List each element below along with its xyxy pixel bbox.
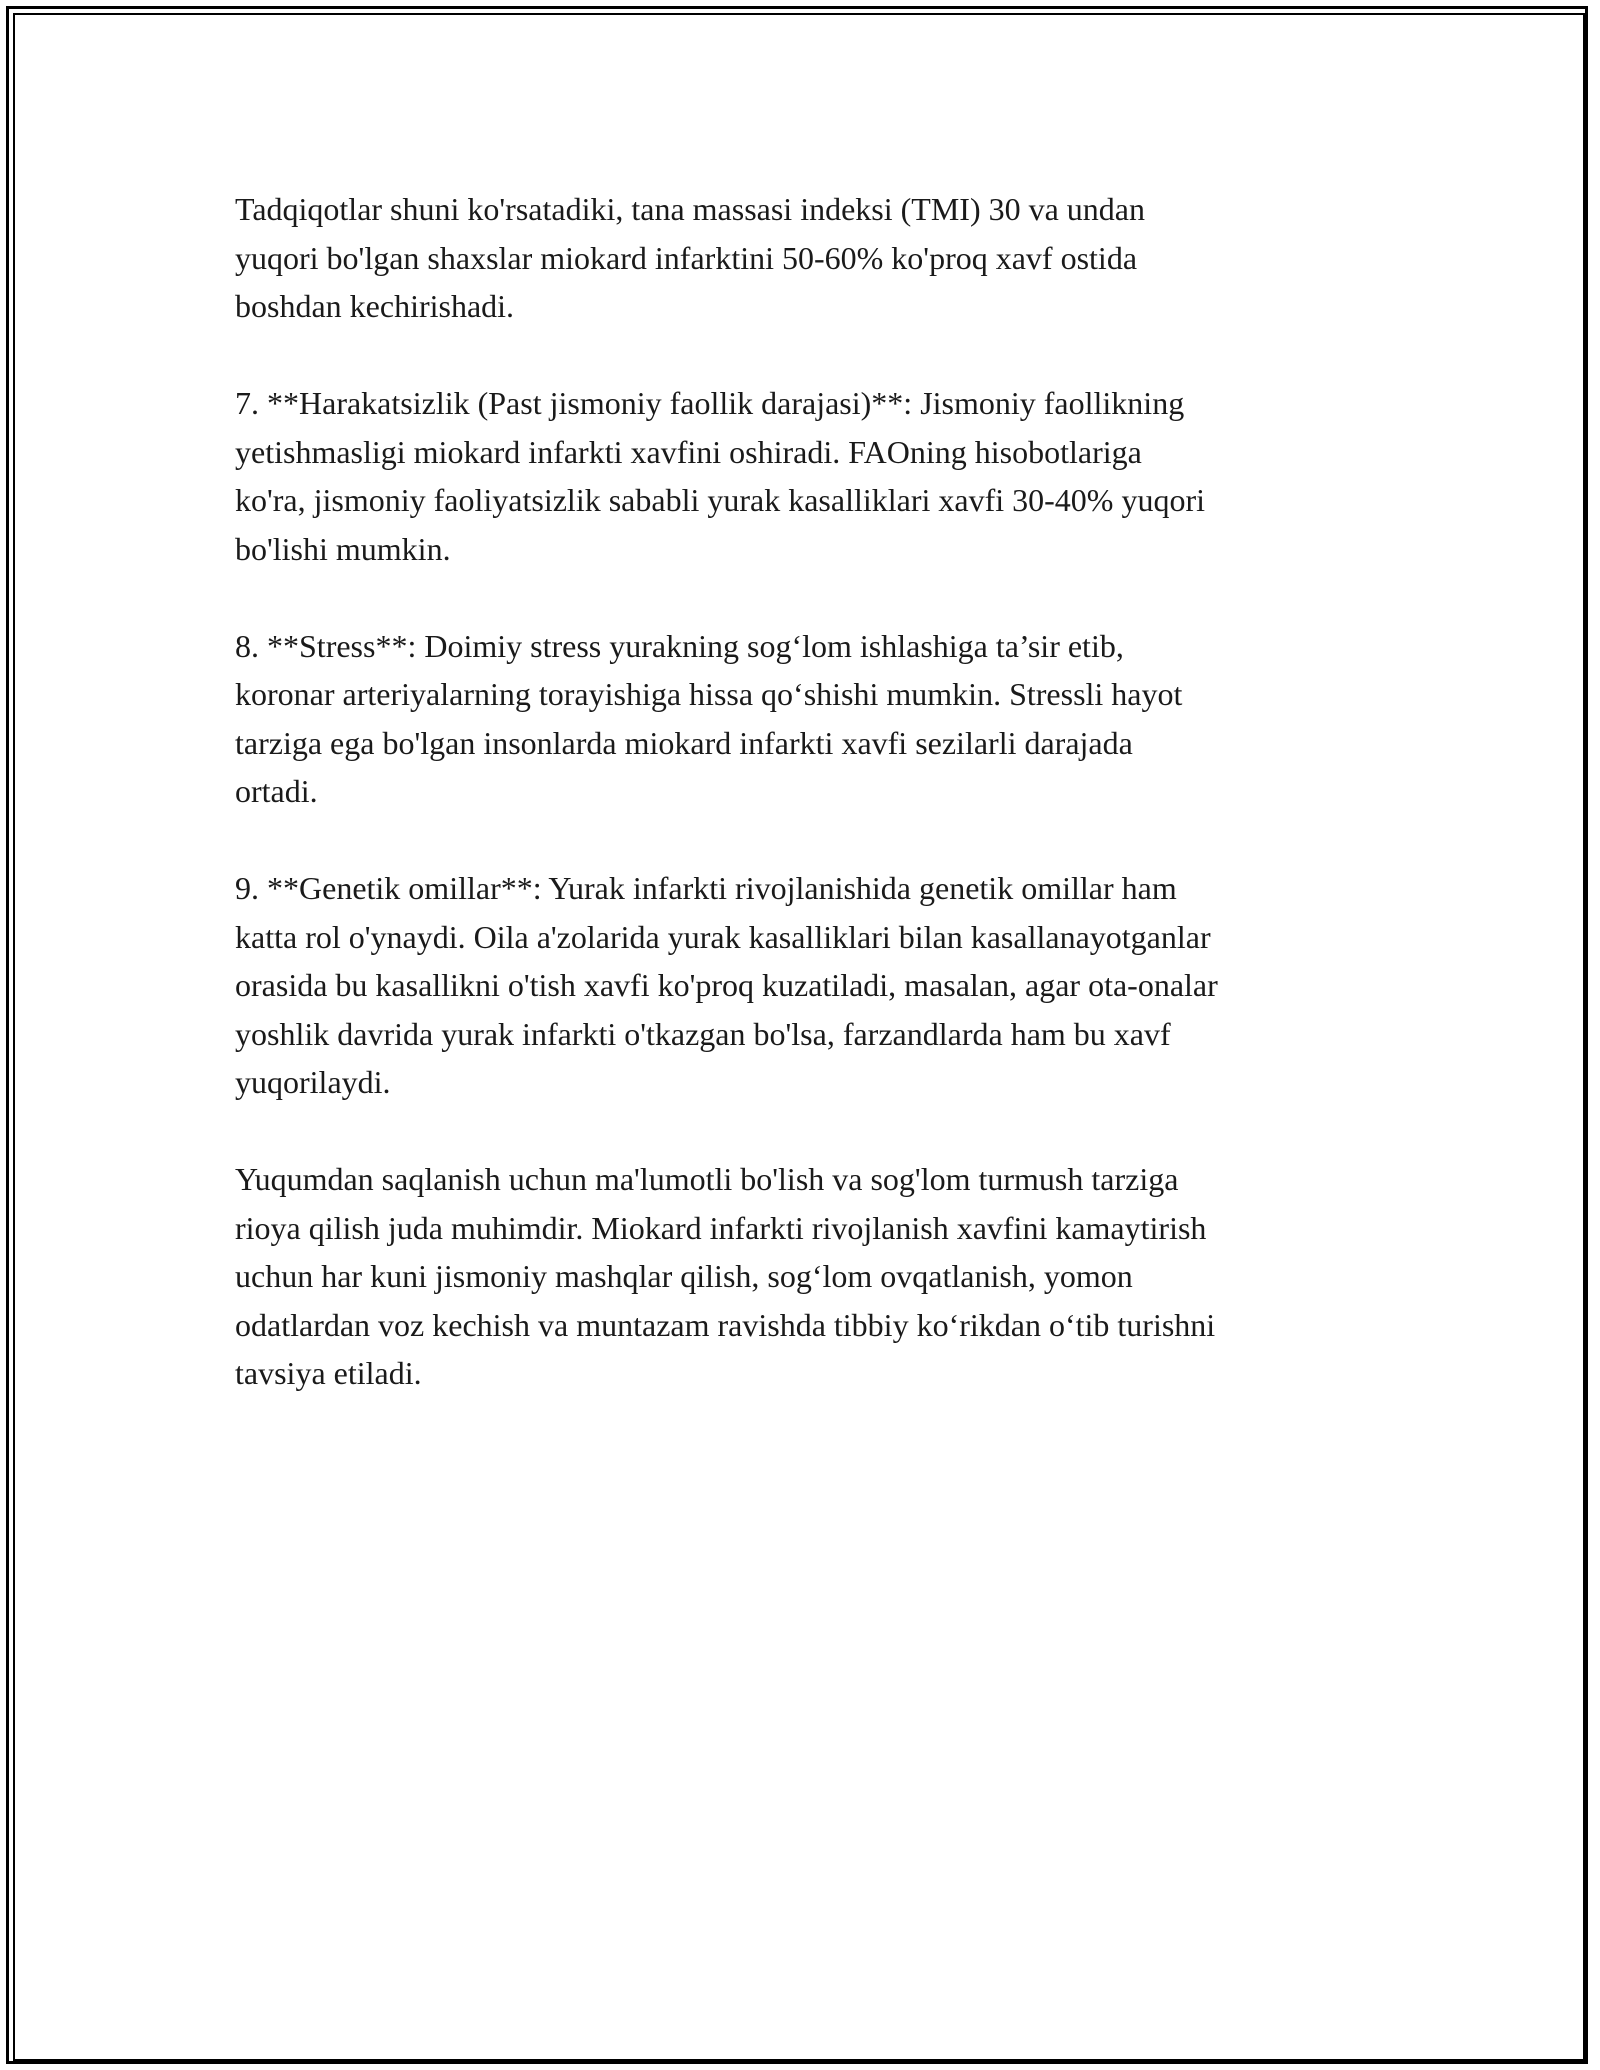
document-body (235, 185, 1385, 1446)
paragraph-stress: 8. **Stress**: Doimiy stress yurakning sog‘lom ishlashiga ta’sir etib, koronar arteriyalarning torayishiga hissa qo‘shishi mumkin. Stressli hayot tarziga ega bo'lgan insonlarda miokard infarkti xavfi sezilarli darajada ortadi. (235, 627, 1183, 809)
paragraph-inactivity: 7. **Harakatsizlik (Past jismoniy faollik darajasi)**: Jismoniy faollikning yetishmasligi miokard infarkti xavfini oshiradi. FAOning hisobotlariga ko'ra, jismoniy faoliyatsizlik sababli yurak kasalliklari xavfi 30-40% yuqori bo'lishi mumkin. (235, 385, 1205, 567)
paragraph-bmi: Tadqiqotlar shuni ko'rsatadiki, tana massasi indeksi (TMI) 30 va undan yuqori bo'lgan shaxslar miokard infarktini 50-60% ko'proq xavf ostida boshdan kechirishadi. (235, 191, 1145, 324)
paragraph-genetic-factors: 9. **Genetik omillar**: Yurak infarkti rivojlanishida genetik omillar ham katta rol o'ynaydi. Oila a'zolarida yurak kasalliklari bilan kasallanayotganlar orasida bu kasallikni o'tish xavfi ko'proq kuzatiladi, masalan, agar ota-onalar yoshlik davrida yurak infarkti o'tkazgan bo'lsa, farzandlarda ham bu xavf yuqorilaydi. (235, 870, 1218, 1100)
paragraph-prevention: Yuqumdan saqlanish uchun ma'lumotli bo'lish va sog'lom turmush tarziga rioya qilish juda muhimdir. Miokard infarkti rivojlanish xavfini kamaytirish uchun har kuni jismoniy mashqlar qilish, sog‘lom ovqatlanish, yomon odatlardan voz kechish va muntazam ravishda tibbiy ko‘rikdan o‘tib turishni tavsiya etiladi. (235, 1161, 1216, 1391)
